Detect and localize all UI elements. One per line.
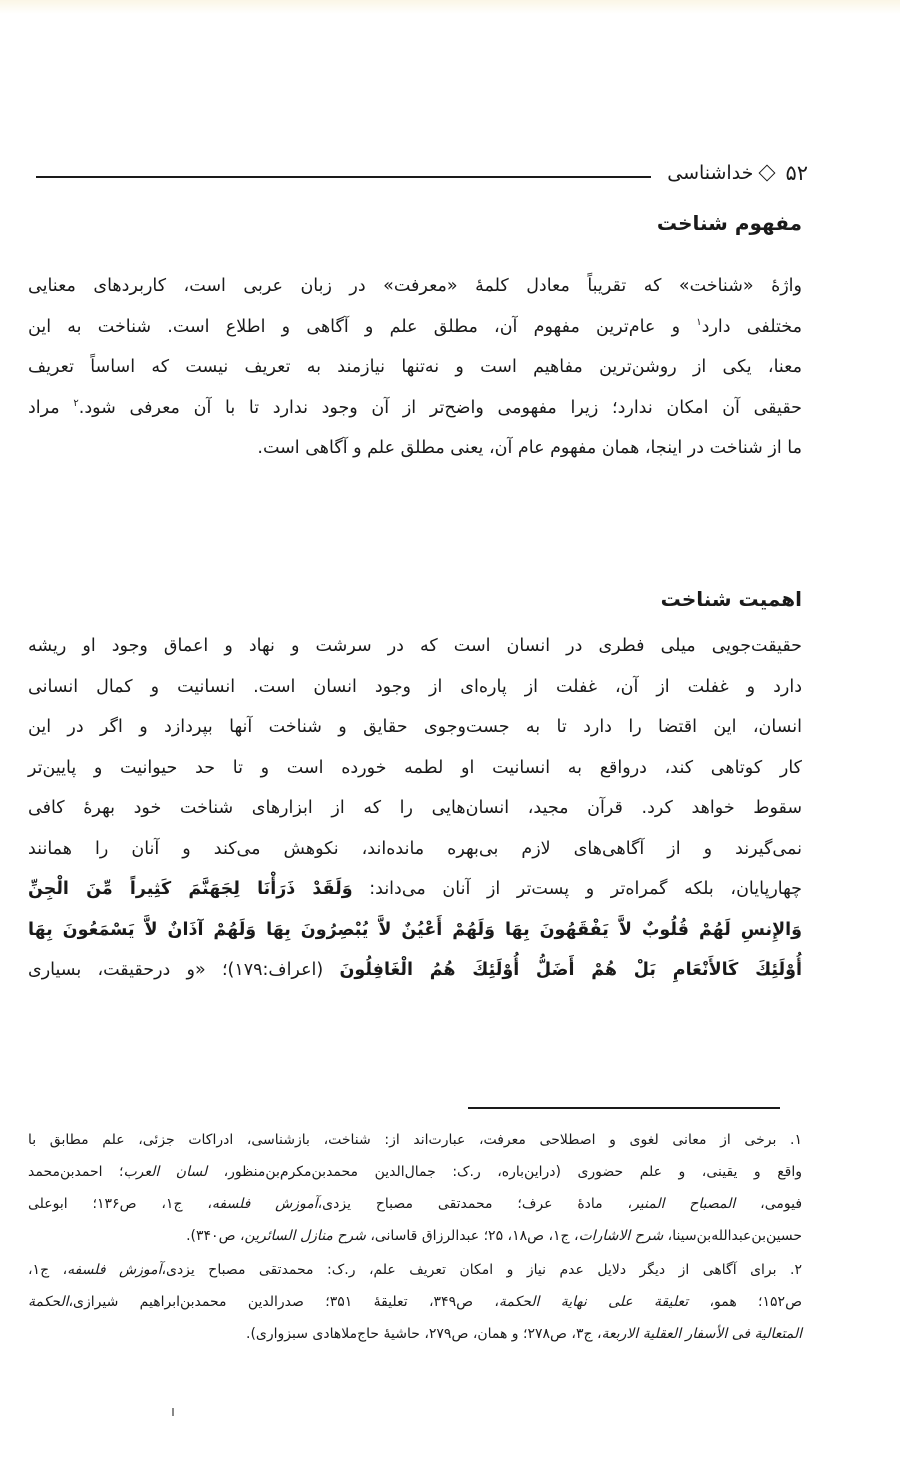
book-title: خداشناسی [667, 162, 754, 184]
cited-work: المصباح المنیر [632, 1196, 736, 1212]
footnote-line [28, 1286, 802, 1318]
footnote-line [28, 1318, 802, 1350]
cited-work: آموزش فلسفه [67, 1262, 162, 1278]
text-fragment: مراد [28, 397, 60, 418]
verse-translation-start: «و درحقیقت، بسیاری [28, 960, 206, 980]
page-number: ۵۲ [785, 161, 808, 185]
text-fragment: چهارپایان، بلکه گمراه‌تر و پست‌تر از آنان می‌داند: [369, 879, 802, 899]
header-rule [36, 176, 651, 178]
footnote-line [28, 1124, 802, 1156]
text-fragment: ، ص۳۴۰). [186, 1228, 245, 1244]
text-line [28, 869, 802, 910]
text-fragment: ؛ احمدبن‌محمد [28, 1164, 124, 1180]
text-fragment: ، ج۱، ص۱۸، ۲۵؛ عبدالرزاق قاسانی، [370, 1228, 579, 1244]
cited-work: تعلیقة علی نهایة الحکمة [498, 1294, 689, 1310]
quran-verse-line: وَالإِنسِ لَهُمْ قُلُوبٌ لاَّ يَفْقَهُونَ بِهَا وَلَهُمْ أَعْيُنٌ لاَّ يُبْصِرُونَ بِهَا وَلَهُمْ آذَانٌ لاَّ يَسْمَعُونَ بِهَا [28, 919, 802, 940]
footnote-1 [28, 1124, 802, 1252]
text-fragment: حقیقی آن امکان ندارد؛ زیرا مفهومی واضح‌تر از آن وجود ندارد تا با آن معرفی شود. [78, 397, 802, 418]
text-fragment: و عام‌ترین مفهوم آن، مطلق علم و آگاهی و اطلاع است. شناخت به این [28, 316, 681, 337]
text-line: کار کوتاهی کند، درواقع به انسانیت او لطمه خورده است و تا حد حیوانیت و پایین‌تر [28, 757, 802, 778]
footnote-rule [468, 1107, 780, 1109]
cited-work: المتعالیة فی الأسفار العقلیة الاربعة [601, 1326, 802, 1342]
cited-work: شرح الاشارات [578, 1228, 664, 1244]
section-heading-concept: مفهوم شناخت [656, 211, 802, 235]
text-fragment: ، ج۱، [28, 1262, 68, 1278]
quran-verse: وَلَقَدْ ذَرَأْنَا لِجَهَنَّمَ كَثِيراً مِّنَ الْجِنِّ [28, 879, 353, 899]
footnote-line [28, 1188, 802, 1220]
paragraph-importance [28, 626, 802, 991]
text-line: ما از شناخت در اینجا، همان مفهوم عام آن، یعنی مطلق علم و آگاهی است. [257, 438, 802, 458]
cited-work: شرح منازل السائرین [244, 1228, 366, 1244]
footnote-number: ۲. [790, 1262, 803, 1278]
text-line [28, 950, 802, 991]
footnote-ref-1[interactable]: ۱ [696, 316, 702, 328]
text-fragment: فیومی، [760, 1196, 803, 1212]
text-fragment: ، مادهٔ عرف؛ محمدتقی مصباح یزدی، [317, 1196, 633, 1212]
text-line: سقوط خواهد کرد. قرآن مجید، انسان‌هایی را که از ابزارهای شناخت خود بهرهٔ کافی [28, 798, 802, 818]
cited-work: لسان العرب [123, 1164, 208, 1180]
text-fragment: برای آگاهی از دیگر دلایل عدم نیاز و امکان تعریف علم، ر.ک: محمدتقی مصباح یزدی، [161, 1262, 777, 1278]
text-line [28, 307, 802, 348]
paragraph-concept [28, 266, 802, 469]
verse-citation: (اعراف:۱۷۹)؛ [221, 960, 324, 980]
footnote-2 [28, 1254, 802, 1350]
footnote-line [28, 1156, 802, 1188]
text-fragment: واقع و یقینی، و علم حضوری (دراین‌باره، ر.ک: جمال‌الدین محمدبن‌مکرم‌بن‌منظور، [223, 1164, 802, 1180]
text-fragment: برخی از معانی لغوی و اصطلاحی معرفت، عبارت‌اند از: شناخت، بازشناسی، ادراکات جزئی، علم مطابق با [28, 1132, 777, 1148]
quran-verse: أُوْلَئِكَ كَالأَنْعَامِ بَلْ هُمْ أَضَلُّ أُوْلَئِكَ هُمُ الْغَافِلُونَ [339, 960, 802, 980]
cited-work: آموزش فلسفه [211, 1196, 318, 1212]
text-line [28, 388, 802, 429]
text-line: نمی‌گیرند و از آگاهی‌های لازم بی‌بهره مانده‌اند، نکوهش می‌کند و آنان را همانند [28, 838, 802, 859]
text-line: دارد و غفلت از آن، غفلت از پاره‌ای از وجود انسان است. انسانیت و کمال انسانی [28, 676, 802, 697]
text-line: انسان، این اقتضا را دارد تا به جست‌وجوی حقایق و شناخت آنها بپردازد و اگر در این [28, 717, 802, 737]
footnote-ref-2[interactable]: ۲ [73, 397, 79, 409]
footnote-line [28, 1254, 802, 1286]
text-line: حقیقت‌جویی میلی فطری در انسان است که در سرشت و نهاد و اعماق وجود او ریشه [28, 636, 802, 656]
text-fragment: ، ج۱، ص۱۳۶؛ ابوعلی [28, 1196, 212, 1212]
text-fragment: ص۱۵۲؛ همو، [709, 1294, 802, 1310]
text-fragment: ، ج۳، ص۲۷۸؛ و همان، ص۲۷۹، حاشیهٔ حاج‌ملاهادی سبزواری). [246, 1326, 602, 1342]
section-heading-importance: اهمیت شناخت [660, 587, 802, 611]
text-line: معنا، یکی از روشن‌ترین مفاهیم است و نه‌تنها نیازمند به تعریف نیست که اساساً تعریف [28, 357, 802, 377]
text-fragment: ، ص۳۴۹، تعلیقهٔ ۳۵۱؛ صدرالدین محمدبن‌ابراهیم شیرازی، [68, 1294, 499, 1310]
running-header [36, 158, 808, 188]
page-edge-stain [0, 0, 900, 14]
footnote-line [28, 1220, 802, 1252]
footnotes [28, 1124, 802, 1350]
text-fragment: مختلفی دارد [701, 316, 802, 337]
diamond-icon [759, 165, 776, 182]
footnote-number: ۱. [790, 1132, 803, 1148]
cited-work: الحکمة [28, 1294, 69, 1310]
text-line: واژهٔ «شناخت» که تقریباً معادل کلمهٔ «معرفت» در زبان عربی است، کاربردهای معنایی [28, 276, 802, 296]
scan-speck [172, 1408, 174, 1416]
text-fragment: حسین‌بن‌عبدالله‌بن‌سینا، [667, 1228, 802, 1244]
